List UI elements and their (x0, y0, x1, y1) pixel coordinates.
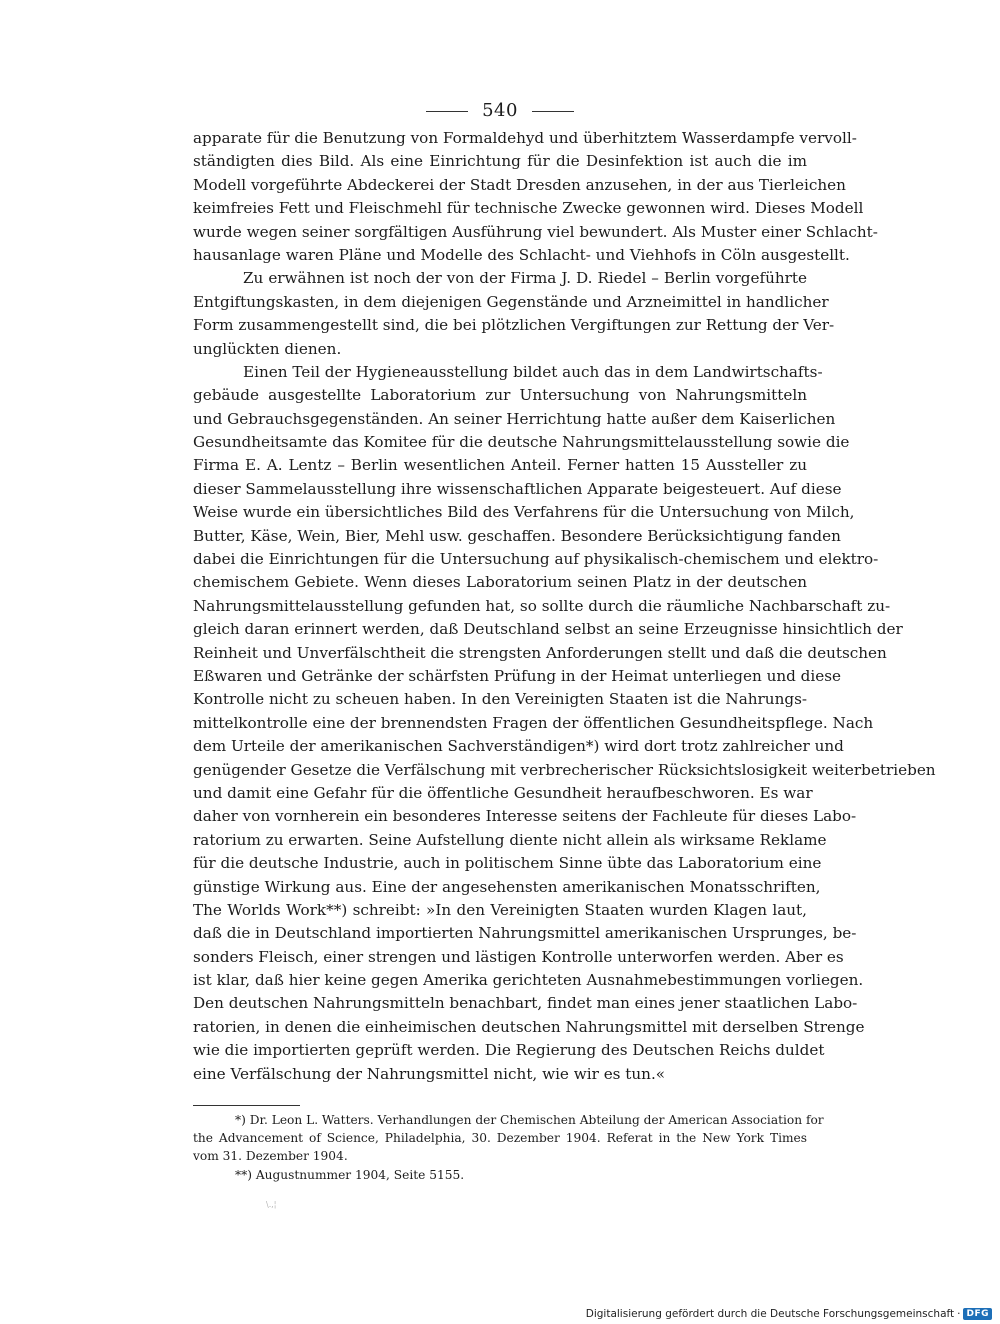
scan-artifact: \.,¦ (266, 1200, 277, 1209)
text-line: Gesundheitsamte das Komitee für die deutsche Nahrungsmittelausstellung sowie die (193, 433, 850, 452)
text-line: Einen Teil der Hygieneausstellung bildet auch das in dem Landwirtschafts- (243, 362, 823, 381)
text-line: dieser Sammelausstellung ihre wissenschaftlichen Apparate beigesteuert. Auf diese (193, 479, 842, 498)
credit-text: Digitalisierung gefördert durch die Deutsche Forschungsgemeinschaft (585, 1308, 955, 1320)
text-line: ratorien, in denen die einheimischen deutschen Nahrungsmittel mit derselben Strenge (193, 1017, 865, 1036)
text-line: daß die in Deutschland importierten Nahrungsmittel amerikanischen Ursprunges, be- (193, 924, 857, 943)
text-line: Entgiftungskasten, in dem diejenigen Gegenstände und Arzneimittel in handlicher (193, 292, 829, 311)
footnote-divider (193, 1105, 300, 1106)
text-line: Modell vorgeführte Abdeckerei der Stadt Dresden anzusehen, in der aus Tierleichen (193, 175, 846, 194)
text-line: gebäude ausgestellte Laboratorium zur Untersuchung von Nahrungsmitteln (193, 386, 807, 405)
text-line: Weise wurde ein übersichtliches Bild des Verfahrens für die Untersuchung von Milch, (193, 503, 855, 522)
text-line: dem Urteile der amerikanischen Sachverständigen*) wird dort trotz zahlreicher und (193, 737, 844, 756)
text-line: Butter, Käse, Wein, Bier, Mehl usw. geschaffen. Besondere Berücksichtigung fanden (193, 526, 841, 545)
text-line: dabei die Einrichtungen für die Untersuchung auf physikalisch-chemischem und elektro- (193, 550, 879, 569)
text-line: mittelkontrolle eine der brennendsten Fragen der öffentlichen Gesundheitspflege. Nach (193, 713, 874, 732)
text-line: und Gebrauchsgegenständen. An seiner Herrichtung hatte außer dem Kaiserlichen (193, 409, 836, 428)
text-line: hausanlage waren Pläne und Modelle des Schlacht- und Viehhofs in Cöln ausgestellt. (193, 245, 850, 264)
text-line: ratorium zu erwarten. Seine Aufstellung diente nicht allein als wirksame Reklame (193, 830, 827, 849)
footnote-line: **) Augustnummer 1904, Seite 5155. (235, 1167, 465, 1182)
text-line: The Worlds Work**) schreibt: »In den Vereinigten Staaten wurden Klagen laut, (193, 900, 807, 919)
header-rule-left (426, 111, 468, 112)
text-line: Firma E. A. Lentz – Berlin wesentlichen Anteil. Ferner hatten 15 Aussteller zu (193, 456, 807, 475)
text-line: ständigten dies Bild. Als eine Einrichtung für die Desinfektion ist auch die im (193, 152, 807, 171)
text-line: wurde wegen seiner sorgfältigen Ausführung viel bewundert. Als Muster einer Schlacht- (193, 222, 878, 241)
text-line: Eßwaren und Getränke der schärfsten Prüfung in der Heimat unterliegen und diese (193, 666, 842, 685)
text-line: Nahrungsmittelausstellung gefunden hat, so sollte durch die räumliche Nachbarschaft zu- (193, 596, 891, 615)
text-line: sonders Fleisch, einer strengen und lästigen Kontrolle unterworfen werden. Aber es (193, 947, 844, 966)
text-line: für die deutsche Industrie, auch in politischem Sinne übte das Laboratorium eine (193, 854, 822, 873)
text-line: keimfreies Fett und Fleischmehl für technische Zwecke gewonnen wird. Dieses Modell (193, 199, 864, 218)
footnote-line: the Advancement of Science, Philadelphia, 30. Dezember 1904. Referat in the New York Times (193, 1131, 807, 1146)
text-line: eine Verfälschung der Nahrungsmittel nicht, wie wir es tun.« (193, 1064, 666, 1083)
dfg-logo-icon: DFG (963, 1308, 992, 1320)
credit-separator: · (957, 1308, 961, 1320)
text-line: ist klar, daß hier keine gegen Amerika gerichteten Ausnahmebestimmungen vorliegen. (193, 971, 864, 990)
footnote-line: vom 31. Dezember 1904. (193, 1149, 348, 1164)
digitization-credit (586, 1308, 992, 1320)
text-line: gleich daran erinnert werden, daß Deutschland selbst an seine Erzeugnisse hinsichtlich der (193, 620, 903, 639)
page-header (0, 100, 1000, 121)
text-line: genügender Gesetze die Verfälschung mit verbrecherischer Rücksichtslosigkeit weiterbetrieben (193, 760, 936, 779)
text-line: Zu erwähnen ist noch der von der Firma J. D. Riedel – Berlin vorgeführte (243, 269, 807, 288)
text-line: unglückten dienen. (193, 339, 342, 358)
footnotes (193, 1111, 824, 1184)
header-rule-right (532, 111, 574, 112)
page-number: 540 (482, 100, 518, 121)
body-text (193, 127, 936, 1086)
text-line: Kontrolle nicht zu scheuen haben. In den Vereinigten Staaten ist die Nahrungs- (193, 690, 807, 709)
text-line: Den deutschen Nahrungsmitteln benachbart, findet man eines jener staatlichen Labo- (193, 994, 858, 1013)
text-line: daher von vornherein ein besonderes Interesse seitens der Fachleute für dieses Labo- (193, 807, 857, 826)
text-line: chemischem Gebiete. Wenn dieses Laboratorium seinen Platz in der deutschen (193, 573, 807, 592)
text-line: wie die importierten geprüft werden. Die Regierung des Deutschen Reichs duldet (193, 1041, 825, 1060)
text-line: und damit eine Gefahr für die öffentliche Gesundheit heraufbeschworen. Es war (193, 783, 813, 802)
text-line: Reinheit und Unverfälschtheit die strengsten Anforderungen stellt und daß die deutschen (193, 643, 887, 662)
footnote-line: *) Dr. Leon L. Watters. Verhandlungen der Chemischen Abteilung der American Association for (235, 1113, 824, 1127)
text-line: Form zusammengestellt sind, die bei plötzlichen Vergiftungen zur Rettung der Ver- (193, 316, 835, 335)
text-line: apparate für die Benutzung von Formaldehyd und überhitztem Wasserdampfe vervoll- (193, 129, 857, 147)
text-line: günstige Wirkung aus. Eine der angesehensten amerikanischen Monatsschriften, (193, 877, 821, 896)
